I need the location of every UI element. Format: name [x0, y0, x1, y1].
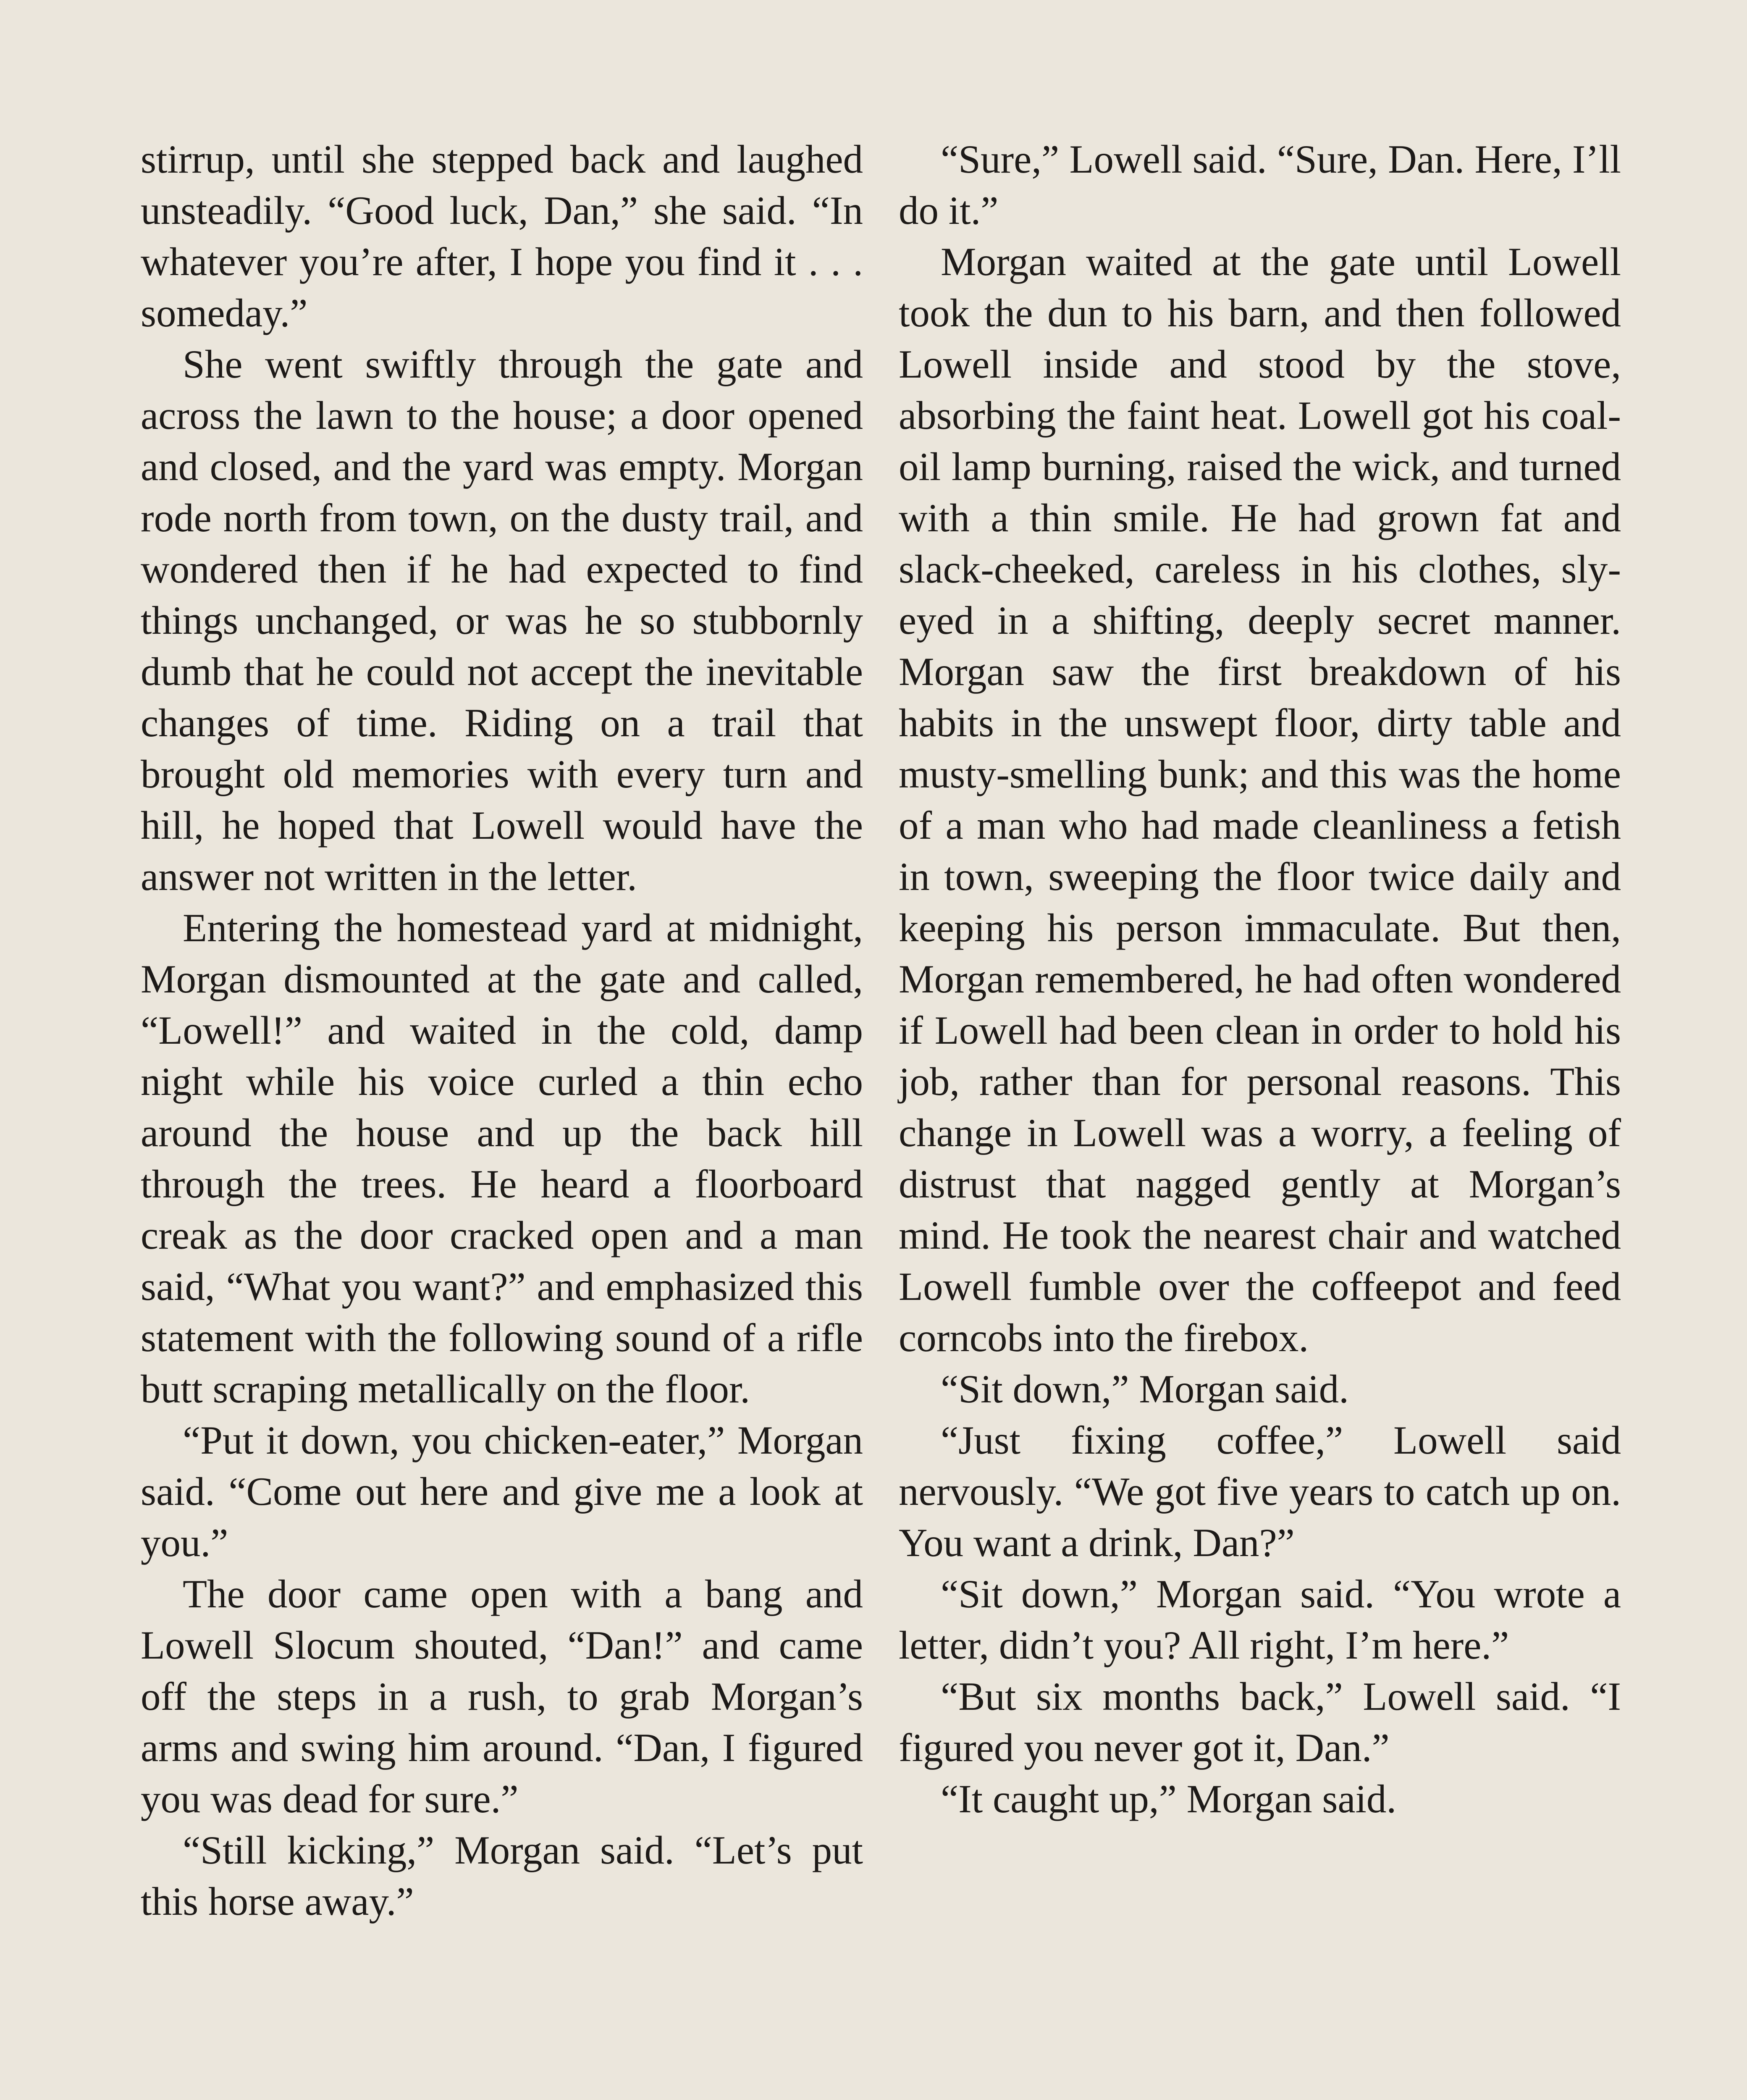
- paragraph: “Sure,” Lowell said. “Sure, Dan. Here, I’ll do it.”: [899, 137, 1621, 233]
- text-column-left: [141, 134, 863, 1927]
- paragraph: “Sit down,” Morgan said.: [941, 1367, 1349, 1411]
- paragraph: Morgan waited at the gate until Lowell took the dun to his barn, and then followed Lowell inside and stood by the stove, absorbing the faint heat. Lowell got his coal-oil lamp burning, raised the wick, and turned with a thin smile. He had grown fat and slack-cheeked, careless in his clothes, sly-eyed in a shifting, deeply secret manner. Morgan saw the first breakdown of his habits in the unswept floor, dirty table and musty-smelling bunk; and this was the home of a man who had made cleanliness a fetish in town, sweeping the floor twice daily and keeping his person immaculate. But then, Morgan remembered, he had often wondered if Lowell had been clean in order to hold his job, rather than for personal reasons. This change in Lowell was a worry, a feeling of distrust that nagged gently at Morgan’s mind. He took the nearest chair and watched Lowell fumble over the coffeepot and feed corncobs into the firebox.: [899, 239, 1621, 1360]
- paragraph: “Still kicking,” Morgan said. “Let’s put this horse away.”: [141, 1828, 863, 1924]
- text-column-right: [899, 134, 1621, 1824]
- paragraph: “Sit down,” Morgan said. “You wrote a letter, didn’t you? All right, I’m here.”: [899, 1572, 1621, 1667]
- paragraph: “It caught up,” Morgan said.: [941, 1777, 1397, 1821]
- paragraph: “Just fixing coffee,” Lowell said nervously. “We got five years to catch up on. You want a drink, Dan?”: [899, 1418, 1621, 1565]
- paragraph: The door came open with a bang and Lowell Slocum shouted, “Dan!” and came off the steps in a rush, to grab Morgan’s arms and swing him around. “Dan, I figured you was dead for sure.”: [141, 1572, 863, 1821]
- paragraph: “Put it down, you chicken-eater,” Morgan said. “Come out here and give me a look at you.”: [141, 1418, 863, 1565]
- paragraph: Entering the homestead yard at midnight, Morgan dismounted at the gate and called, “Lowell!” and waited in the cold, damp night while his voice curled a thin echo around the house and up the back hill through the trees. He heard a floorboard creak as the door cracked open and a man said, “What you want?” and emphasized this statement with the following sound of a rifle butt scraping metallically on the floor.: [141, 906, 863, 1411]
- paragraph: She went swiftly through the gate and across the lawn to the house; a door opened and closed, and the yard was empty. Morgan rode north from town, on the dusty trail, and wondered then if he had expected to find things unchanged, or was he so stubbornly dumb that he could not accept the inevitable changes of time. Riding on a trail that brought old memories with every turn and hill, he hoped that Lowell would have the answer not written in the letter.: [141, 342, 863, 899]
- paragraph: “But six months back,” Lowell said. “I figured you never got it, Dan.”: [899, 1674, 1621, 1770]
- paragraph: stirrup, until she stepped back and laughed unsteadily. “Good luck, Dan,” she said. “In whatever you’re after, I hope you find it . . . someday.”: [141, 137, 863, 335]
